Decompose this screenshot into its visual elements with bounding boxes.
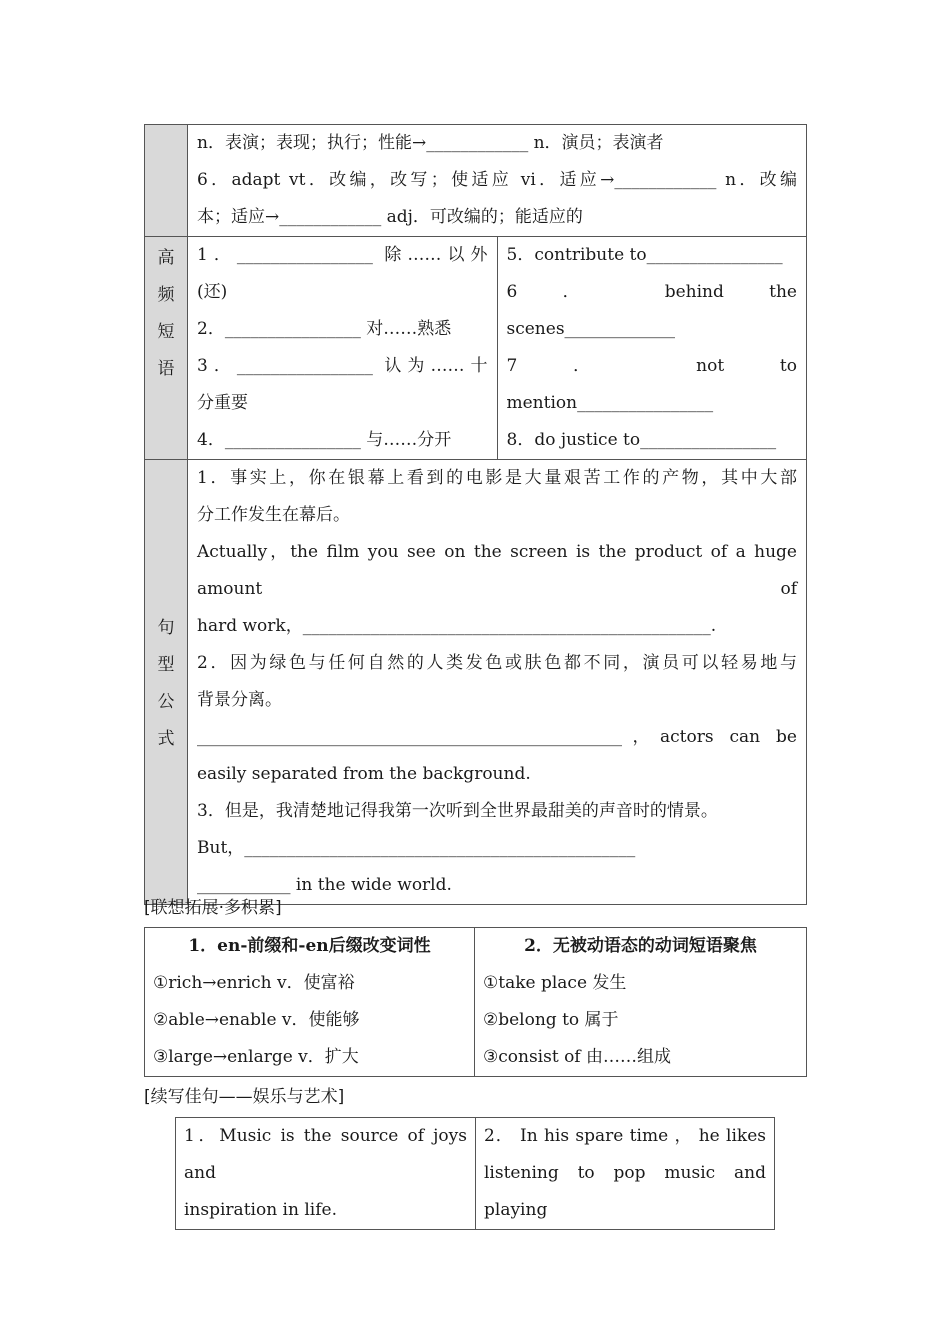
prefix-suffix-cell (145, 928, 475, 1077)
phrases-label-char: 频 (157, 285, 175, 305)
sentences-label (145, 460, 188, 905)
sentence-1-en: Actually，the film you see on the screen is the product of a huge amount of (197, 542, 797, 599)
phrases-label (145, 237, 188, 460)
prefix-suffix-header: 1．en-前缀和-en后缀改变词性 (188, 936, 431, 956)
phrase-item-3-cont: 分重要 (197, 393, 248, 413)
sentence-3-en: But，______________________________________________ (197, 838, 636, 858)
no-passive-item: ①take place 发生 (483, 973, 627, 993)
sentence-1-zh: 1．事实上，你在银幕上看到的电影是大量艰苦工作的产物，其中大部 (197, 468, 797, 488)
phrase-item-5: 5．contribute to________________ (506, 245, 783, 265)
sentence-1-zh-cont: 分工作发生在幕后。 (197, 505, 350, 525)
sentences-cell (188, 460, 807, 905)
sentences-label-char: 型 (157, 654, 175, 675)
phrase-item-2: 2．________________ 对……熟悉 (197, 319, 452, 339)
prefix-suffix-item: ③large→enlarge v．扩大 (153, 1047, 359, 1067)
phrase-item-6: 6 ． behind the (506, 282, 797, 302)
good-sentences-table (175, 1117, 775, 1230)
phrases-right-cell (497, 237, 807, 460)
phrase-item-1-cont: (还) (197, 282, 228, 302)
good-sentence-1-cell (176, 1118, 476, 1230)
top-block-row (145, 125, 807, 237)
no-passive-header: 2．无被动语态的动词短语聚焦 (524, 936, 757, 956)
sentence-2-en-cont: easily separated from the background. (197, 764, 531, 784)
top-block-cell (188, 125, 807, 237)
phrase-item-6-cont: scenes_____________ (506, 319, 676, 339)
word-formation-table (144, 927, 807, 1077)
no-passive-item: ③consist of 由……组成 (483, 1047, 671, 1067)
sentence-2-en: __________________________________________________，actors can be (197, 727, 797, 747)
sentences-row (145, 460, 807, 905)
sentence-2-zh-cont: 背景分离。 (197, 690, 282, 710)
good-sentence-1-cont: inspiration in life. (184, 1200, 337, 1220)
sentence-3-en-cont: ___________ in the wide world. (197, 875, 452, 895)
word-formation-row (145, 928, 807, 1077)
phrase-item-7-cont: mention________________ (506, 393, 714, 413)
no-passive-item: ②belong to 属于 (483, 1010, 619, 1030)
sentence-2-zh: 2．因为绿色与任何自然的人类发色或肤色都不同，演员可以轻易地与 (197, 653, 797, 673)
phrases-row (145, 237, 807, 460)
phrase-item-1: 1．________________ 除……以外 (197, 245, 488, 265)
phrases-label-char: 短 (157, 322, 175, 342)
phrases-left-cell (188, 237, 498, 460)
prefix-suffix-item: ①rich→enrich v．使富裕 (153, 973, 355, 993)
good-sentences-row (176, 1118, 775, 1230)
sentence-1-en-cont: hard work，________________________________________________. (197, 616, 717, 636)
phrases-label-char: 高 (157, 248, 175, 268)
top-line-1: n．表演；表现；执行；性能→____________ n．演员；表演者 (197, 133, 664, 153)
sentence-3-zh: 3．但是，我清楚地记得我第一次听到全世界最甜美的声音时的情景。 (197, 801, 718, 821)
phrase-item-8: 8．do justice to________________ (506, 430, 777, 450)
good-sentence-2: 2． In his spare time ， he likes (484, 1126, 766, 1146)
section-heading-expand: [联想拓展·多积累] (144, 898, 282, 918)
top-block-label-cell (145, 125, 188, 237)
good-sentence-2-cont: listening to pop music and playing (484, 1163, 766, 1220)
sentences-label-char: 句 (157, 617, 175, 638)
sentences-label-char: 公 (157, 691, 175, 712)
top-line-3: 本；适应→____________ adj．可改编的；能适应的 (197, 207, 583, 227)
phrase-item-4: 4．________________ 与……分开 (197, 430, 452, 450)
good-sentence-1: 1．Music is the source of joys and (184, 1126, 467, 1183)
prefix-suffix-item: ②able→enable v．使能够 (153, 1010, 360, 1030)
vocab-table (144, 124, 807, 905)
phrase-item-3: 3．________________ 认为……十 (197, 356, 488, 376)
sentences-label-char: 式 (157, 728, 175, 749)
phrase-item-7: 7 ． not to (506, 356, 797, 376)
top-line-2: 6．adapt vt．改编，改写；使适应 vi．适应→____________ n．改编 (197, 170, 797, 190)
no-passive-cell (475, 928, 807, 1077)
section-heading-writing: [续写佳句——娱乐与艺术] (144, 1087, 345, 1107)
good-sentence-2-cell (476, 1118, 775, 1230)
phrases-label-char: 语 (157, 359, 175, 379)
